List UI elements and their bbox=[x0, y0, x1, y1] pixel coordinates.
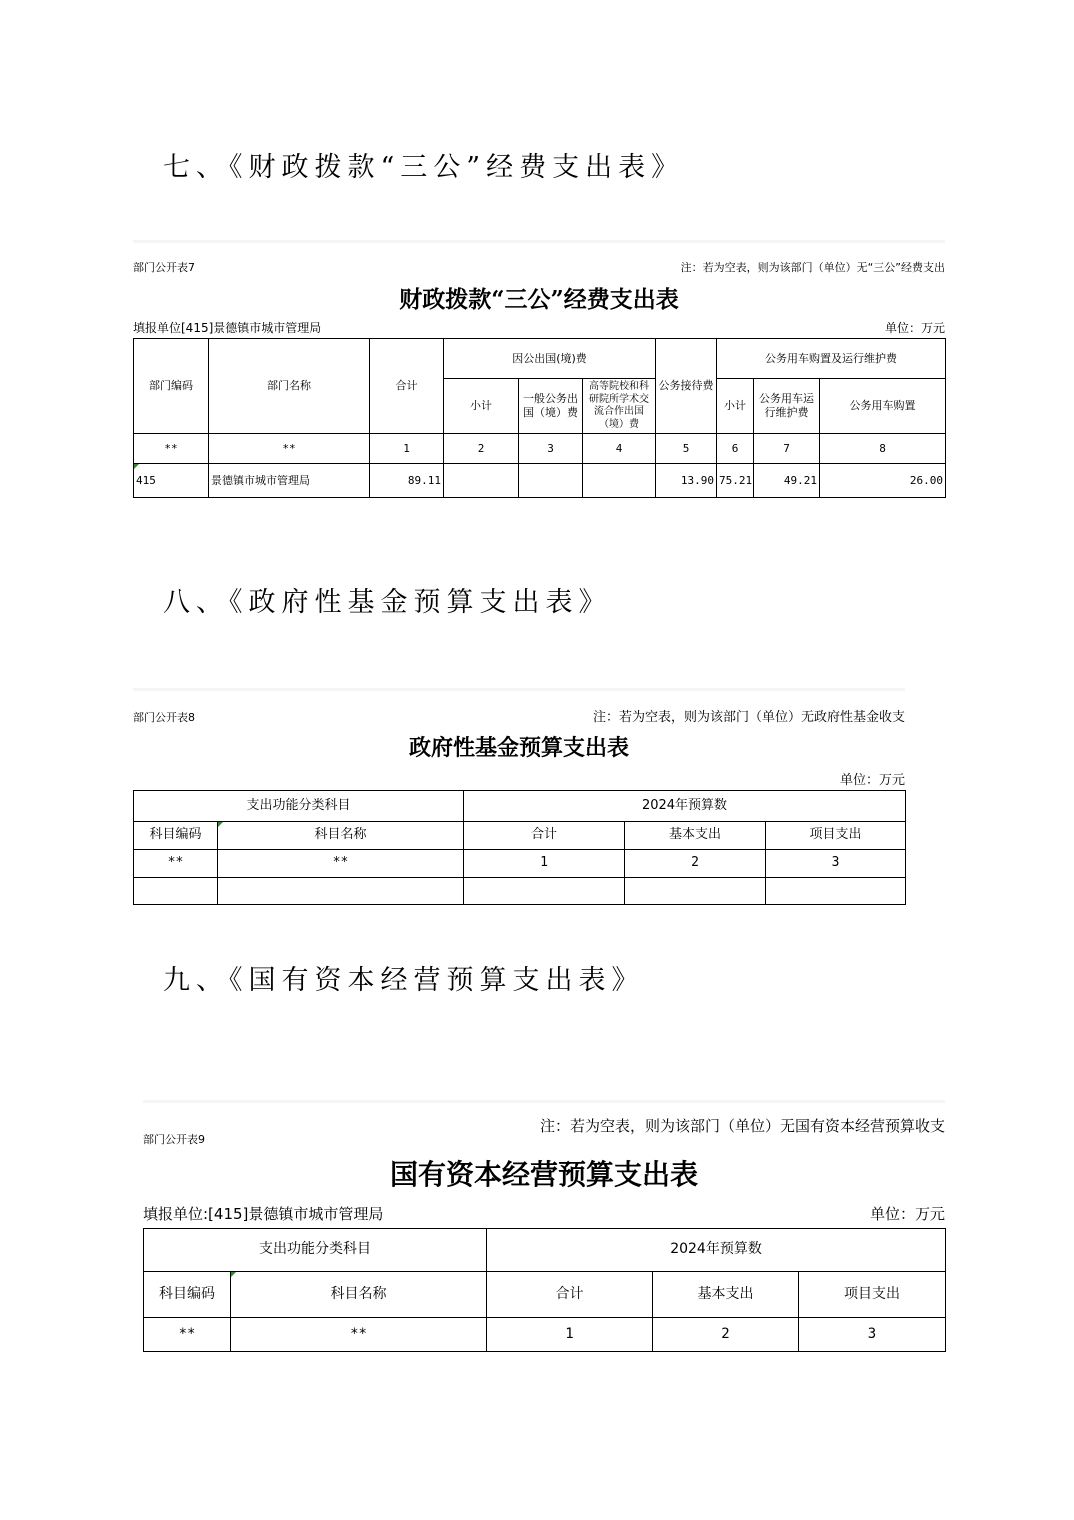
header-budget: 2024年预算数 bbox=[464, 791, 906, 822]
header-dept-code: 部门编码 bbox=[134, 339, 209, 434]
section8-heading: 八、《政府性基金预算支出表》 bbox=[163, 587, 612, 618]
abroad-subtotal-cell bbox=[444, 464, 519, 498]
total-cell: 89.11 bbox=[370, 464, 444, 498]
index-cell: 2 bbox=[653, 1318, 799, 1352]
section7-filler: 填报单位[415]景德镇市城市管理局 bbox=[133, 321, 322, 335]
section8-note: 注：若为空表，则为该部门（单位）无政府性基金收支 bbox=[592, 710, 905, 725]
header-name: 科目名称 bbox=[218, 822, 464, 850]
index-cell: 4 bbox=[583, 434, 656, 464]
empty-cell bbox=[464, 878, 625, 905]
empty-cell bbox=[625, 878, 766, 905]
index-cell: 1 bbox=[464, 850, 625, 878]
section9-form-no: 部门公开表9 bbox=[143, 1133, 205, 1146]
index-cell: ** bbox=[218, 850, 464, 878]
header-budget: 2024年预算数 bbox=[487, 1229, 946, 1272]
index-cell: 2 bbox=[444, 434, 519, 464]
index-cell: 6 bbox=[717, 434, 754, 464]
section9-heading: 九、《国有资本经营预算支出表》 bbox=[163, 965, 645, 996]
section8-unit: 单位：万元 bbox=[839, 773, 905, 788]
header-code: 科目编码 bbox=[144, 1272, 231, 1318]
index-cell: 7 bbox=[754, 434, 820, 464]
index-cell: 3 bbox=[799, 1318, 946, 1352]
section8-form-no: 部门公开表8 bbox=[133, 711, 195, 724]
section7-title: 财政拨款“三公”经费支出表 bbox=[399, 286, 679, 313]
vehicle-purchase-cell: 26.00 bbox=[820, 464, 946, 498]
header-project: 项目支出 bbox=[799, 1272, 946, 1318]
index-cell: ** bbox=[209, 434, 370, 464]
index-row bbox=[144, 1318, 946, 1352]
section7-heading: 七、《财政拨款“三公”经费支出表》 bbox=[163, 152, 685, 183]
vehicle-operation-cell: 49.21 bbox=[754, 464, 820, 498]
table-row bbox=[134, 464, 946, 498]
header-basic: 基本支出 bbox=[653, 1272, 799, 1318]
section7-block bbox=[133, 240, 945, 505]
index-cell: ** bbox=[134, 850, 218, 878]
header-total: 合计 bbox=[487, 1272, 653, 1318]
index-row bbox=[134, 434, 946, 464]
index-cell: 5 bbox=[656, 434, 717, 464]
index-cell: ** bbox=[144, 1318, 231, 1352]
abroad-academic-cell bbox=[583, 464, 656, 498]
header-vehicle-operation: 公务用车运行维护费 bbox=[754, 379, 820, 434]
section7-unit: 单位：万元 bbox=[884, 321, 945, 335]
reception-cell: 13.90 bbox=[656, 464, 717, 498]
section8-table bbox=[133, 790, 906, 905]
index-cell: 1 bbox=[370, 434, 444, 464]
dept-name-cell: 景德镇市城市管理局 bbox=[209, 464, 370, 498]
header-total: 合计 bbox=[464, 822, 625, 850]
dept-code-cell: 415 bbox=[134, 464, 209, 498]
header-vehicle-subtotal: 小计 bbox=[717, 379, 754, 434]
index-cell: 2 bbox=[625, 850, 766, 878]
empty-cell bbox=[134, 878, 218, 905]
empty-cell bbox=[218, 878, 464, 905]
header-category: 支出功能分类科目 bbox=[134, 791, 464, 822]
header-abroad-academic: 高等院校和科研院所学术交流合作出国（境）费 bbox=[583, 379, 656, 434]
table-row bbox=[134, 878, 906, 905]
index-cell: 1 bbox=[487, 1318, 653, 1352]
section7-form-no: 部门公开表7 bbox=[133, 261, 195, 274]
index-cell: ** bbox=[231, 1318, 487, 1352]
section9-title: 国有资本经营预算支出表 bbox=[389, 1158, 698, 1191]
index-row bbox=[134, 850, 906, 878]
header-vehicle: 公务用车购置及运行维护费 bbox=[717, 339, 946, 379]
section7-table bbox=[133, 338, 946, 498]
section9-unit: 单位：万元 bbox=[869, 1205, 945, 1223]
section9-filler: 填报单位:[415]景德镇市城市管理局 bbox=[143, 1205, 384, 1223]
abroad-general-cell bbox=[519, 464, 583, 498]
header-abroad-subtotal: 小计 bbox=[444, 379, 519, 434]
empty-cell bbox=[766, 878, 906, 905]
header-name: 科目名称 bbox=[231, 1272, 487, 1318]
vehicle-subtotal-cell: 75.21 bbox=[717, 464, 754, 498]
header-project: 项目支出 bbox=[766, 822, 906, 850]
header-abroad: 因公出国(境)费 bbox=[444, 339, 656, 379]
header-vehicle-purchase: 公务用车购置 bbox=[820, 379, 946, 434]
index-cell: 3 bbox=[766, 850, 906, 878]
header-abroad-general: 一般公务出国（境）费 bbox=[519, 379, 583, 434]
header-basic: 基本支出 bbox=[625, 822, 766, 850]
section8-title: 政府性基金预算支出表 bbox=[408, 735, 629, 761]
section9-table bbox=[143, 1228, 946, 1352]
section9-note: 注：若为空表，则为该部门（单位）无国有资本经营预算收支 bbox=[539, 1117, 945, 1135]
header-dept-name: 部门名称 bbox=[209, 339, 370, 434]
section8-block bbox=[133, 688, 905, 909]
index-cell: ** bbox=[134, 434, 209, 464]
header-code: 科目编码 bbox=[134, 822, 218, 850]
index-cell: 3 bbox=[519, 434, 583, 464]
header-total: 合计 bbox=[370, 339, 444, 434]
index-cell: 8 bbox=[820, 434, 946, 464]
header-reception: 公务接待费 bbox=[656, 339, 717, 434]
header-category: 支出功能分类科目 bbox=[144, 1229, 487, 1272]
section9-block bbox=[143, 1100, 945, 1355]
section7-note: 注：若为空表，则为该部门（单位）无“三公”经费支出 bbox=[680, 261, 945, 274]
